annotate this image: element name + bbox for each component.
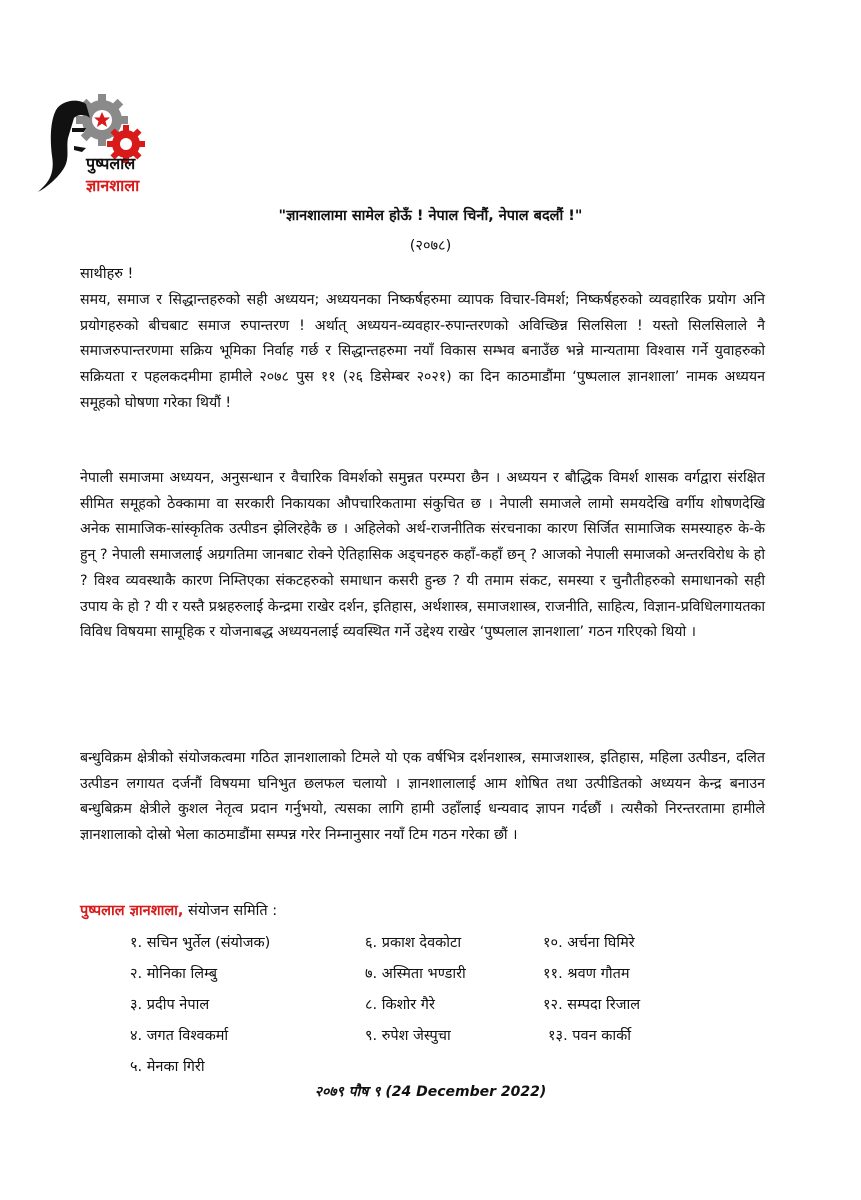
member-item: ५. मेनका गिरी	[130, 1059, 205, 1075]
salutation: साथीहरु !	[80, 266, 134, 282]
member-item: ३. प्रदीप नेपाल	[130, 997, 210, 1013]
member-item: १३. पवन कार्की	[548, 1028, 632, 1044]
paragraph-2: नेपाली समाजमा अध्ययन, अनुसन्धान र वैचारिक विमर्शको समुन्नत परम्परा छैन । अध्ययन र बौद्धिक विमर्श शासक वर्गद्वारा संरक्षित सीमित समूहको ठेक्कामा वा सरकारी निकायका औपचारिकतामा संकुचित छ । नेपाली समाजले लामो समयदेखि वर्गीय शोषणदेखि अनेक सामाजिक-सांस्कृतिक उत्पीडन झेलिरहेकै छ । अहिलेको अर्थ-राजनीतिक संरचनाका कारण सिर्जित सामाजिक समस्याहरु के-के हुन् ? नेपाली समाजलाई अग्रगतिमा जानबाट रोक्ने ऐतिहासिक अड्चनहरु कहाँ-कहाँ छन् ? आजको नेपाली समाजको अन्तरविरोध के हो ? विश्व व्यवस्थाकै कारण निम्तिएका संकटहरुको समाधान कसरी हुन्छ ? यी तमाम संकट, समस्या र चुनौतीहरुको समाधानको सही उपाय के हो ? यी र यस्तै प्रश्नहरुलाई केन्द्रमा राखेर दर्शन, इतिहास, अर्थशास्त्र, समाजशास्त्र, राजनीति, साहित्य, विज्ञान-प्रविधिलगायतका विविध विषयमा सामूहिक र योजनाबद्ध अध्ययनलाई व्यवस्थित गर्ने उद्देश्य राखेर ‘पुष्पलाल ज्ञानशाला’ गठन गरिएको थियो ।	[80, 470, 765, 641]
year-label: (२०७८)	[409, 238, 452, 254]
committee-heading	[80, 900, 277, 920]
paragraph-3: बन्धुविक्रम क्षेत्रीको संयोजकत्वमा गठित ज्ञानशालाको टिमले यो एक वर्षभित्र दर्शनशास्त्र, समाजशास्त्र, इतिहास, महिला उत्पीडन, दलित उत्पीडन लगायत दर्जनौं विषयमा घनिभुत छलफल चलायो । ज्ञानशालालाई आम शोषित तथा उत्पीडितको अध्ययन केन्द्र बनाउन बन्धुबिक्रम क्षेत्रीले कुशल नेतृत्व प्रदान गर्नुभयो, त्यसका लागि हामी उहाँलाई धन्यवाद ज्ञापन गर्दछौं । त्यसैको निरन्तरतामा हामीले ज्ञानशालाको दोस्रो भेला काठमाडौंमा सम्पन्न गरेर निम्नानुसार नयाँ टिम गठन गरेका छौं ।	[80, 750, 765, 844]
member-item: ४. जगत विश्वकर्मा	[130, 1028, 229, 1044]
member-item: ८. किशोर गैरे	[365, 997, 435, 1013]
member-item: १२. सम्पदा रिजाल	[543, 997, 641, 1013]
slogan-heading: "ज्ञानशालामा सामेल होऊँ ! नेपाल चिनौं, नेपाल बदलौं !"	[278, 208, 583, 224]
member-item: ७. अस्मिता भण्डारी	[365, 966, 466, 982]
member-item: ६. प्रकाश देवकोटा	[365, 935, 462, 951]
document-date: २०७९ पौष ९ (24 December 2022)	[314, 1084, 547, 1100]
paragraph-1: समय, समाज र सिद्धान्तहरुको सही अध्ययन; अध्ययनका निष्कर्षहरुमा व्यापक विचार-विमर्श; निष्कर्षहरुको व्यवहारिक प्रयोग अनि प्रयोगहरुको बीचबाट समाज रुपान्तरण ! अर्थात् अध्ययन-व्यवहार-रुपान्तरणको अविच्छिन्न सिलसिला ! यस्तो सिलसिलाले नै समाजरुपान्तरणमा सक्रिय भूमिका निर्वाह गर्छ र सिद्धान्तहरुमा नयाँ विकास सम्भव बनाउँछ भन्ने मान्यतामा विश्‍वास गर्ने युवाहरुको सक्रियता र पहलकदमीमा हामीले २०७८ पुस ११ (२६ डिसेम्बर २०२१) का दिन काठमाडौंमा ‘पुष्पलाल ज्ञानशाला’ नामक अध्ययन समूहको घोषणा गरेका थियौं !	[80, 292, 765, 411]
member-item: ९. रुपेश जेस्पुचा	[365, 1028, 451, 1044]
committee-org: पुष्पलाल ज्ञानशाला,	[80, 903, 184, 919]
logo-text-gyanshala: ज्ञानशाला	[86, 176, 140, 195]
committee-title: संयोजन समिति :	[183, 903, 278, 919]
member-item: १. सचिन भुर्तेल (संयोजक)	[130, 935, 271, 951]
portrait-silhouette	[38, 101, 90, 192]
member-item: १०. अर्चना घिमिरे	[543, 935, 635, 951]
logo-text-pushpalal: पुष्पलाल	[86, 154, 136, 173]
member-item: ११. श्रवण गौतम	[543, 966, 630, 982]
member-item: २. मोनिका लिम्बु	[130, 966, 218, 982]
